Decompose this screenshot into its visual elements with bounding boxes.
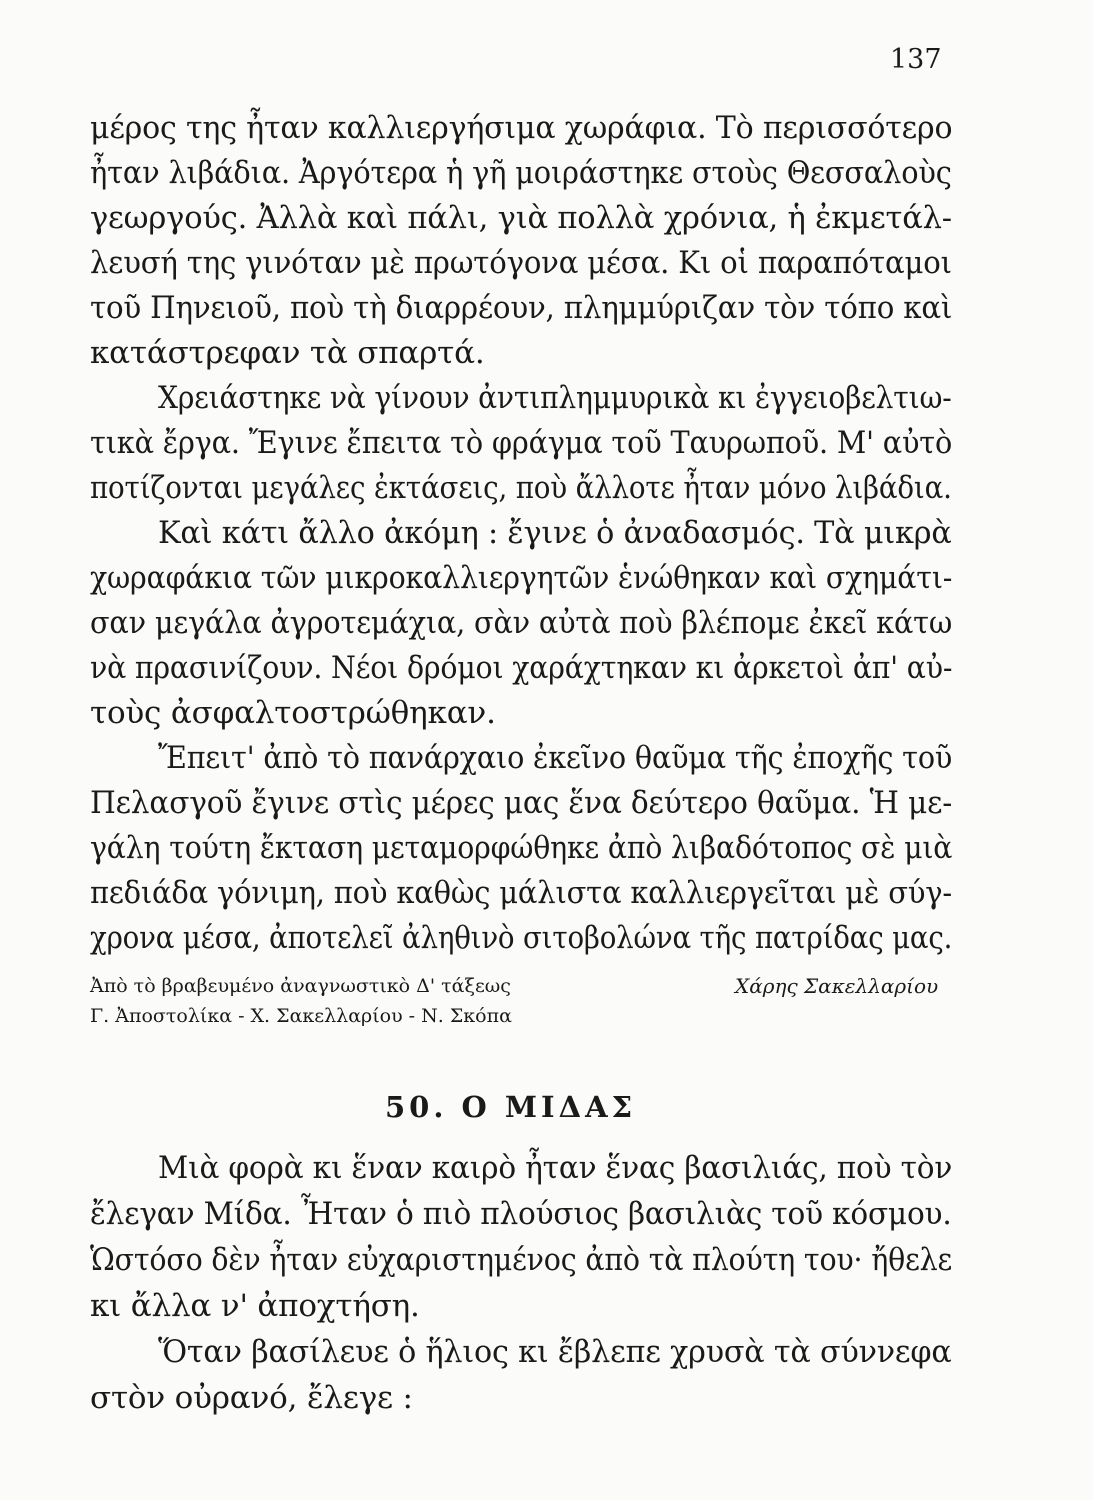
text-line: Ὡστόσο δὲν ἦταν εὐχαριστημένος ἀπὸ τὰ πλούτη του· ἤθελε [90, 1242, 953, 1278]
text-line: χρονα μέσα, ἀποτελεῖ ἀληθινὸ σιτοβολώνα τῆς πατρίδας μας. [90, 920, 953, 956]
text-line: κατάστρεφαν τὰ σπαρτά. [90, 335, 485, 371]
text-line: τοὺς ἀσφαλτοστρώθηκαν. [90, 695, 496, 731]
text-line: σαν μεγάλα ἀγροτεμάχια, σὰν αὐτὰ ποὺ βλέπομε ἐκεῖ κάτω [90, 605, 953, 641]
text-line: στὸν οὐρανό, ἔλεγε : [90, 1380, 413, 1416]
source-line: Γ. Ἀποστολίκα - Χ. Σακελλαρίου - Ν. Σκόπα [90, 1005, 512, 1027]
text-line: χωραφάκια τῶν μικροκαλλιεργητῶν ἑνώθηκαν καὶ σχημάτι- [90, 560, 953, 596]
text-line: νὰ πρασινίζουν. Νέοι δρόμοι χαράχτηκαν κι ἀρκετοὶ ἀπ' αὐ- [90, 650, 953, 686]
text-line: πεδιάδα γόνιμη, ποὺ καθὼς μάλιστα καλλιεργεῖται μὲ σύγ- [90, 875, 952, 911]
text-line: κι ἄλλα ν' ἀποχτήση. [90, 1288, 420, 1324]
text-line: ἦταν λιβάδια. Ἀργότερα ἡ γῆ μοιράστηκε στοὺς Θεσσαλοὺς [90, 155, 952, 191]
text-line: Μιὰ φορὰ κι ἕναν καιρὸ ἦταν ἕνας βασιλιάς, ποὺ τὸν [158, 1150, 953, 1186]
text-line: Χρειάστηκε νὰ γίνουν ἀντιπλημμυρικὰ κι ἐγγειοβελτιω- [158, 380, 952, 416]
text-line: γεωργούς. Ἀλλὰ καὶ πάλι, γιὰ πολλὰ χρόνια, ἡ ἐκμετάλ- [90, 200, 952, 236]
text-line: Ἔπειτ' ἀπὸ τὸ πανάρχαιο ἐκεῖνο θαῦμα τῆς ἐποχῆς τοῦ [158, 740, 953, 776]
text-line: μέρος της ἦταν καλλιεργήσιμα χωράφια. Τὸ περισσότερο [90, 110, 953, 146]
text-line: Πελασγοῦ ἔγινε στὶς μέρες μας ἕνα δεύτερο θαῦμα. Ἡ με- [90, 785, 953, 821]
text-line: τικὰ ἔργα. Ἔγινε ἔπειτα τὸ φράγμα τοῦ Ταυρωποῦ. Μ' αὐτὸ [90, 425, 953, 461]
text-line: τοῦ Πηνειοῦ, ποὺ τὴ διαρρέουν, πλημμύριζαν τὸν τόπο καὶ [90, 290, 953, 326]
text-line: Ὅταν βασίλευε ὁ ἥλιος κι ἔβλεπε χρυσὰ τὰ σύννεφα [158, 1334, 952, 1370]
source-line: Ἀπὸ τὸ βραβευμένο ἀναγνωστικὸ Δ' τάξεως [90, 975, 511, 997]
page-number: 137 [890, 44, 942, 75]
chapter-heading: 50. Ο ΜΙΔΑΣ [385, 1090, 637, 1124]
text-line: γάλη τούτη ἔκταση μεταμορφώθηκε ἀπὸ λιβαδότοπος σὲ μιὰ [90, 830, 953, 866]
text-line: Καὶ κάτι ἄλλο ἀκόμη : ἔγινε ὁ ἀναδασμός. Τὰ μικρὰ [158, 515, 952, 551]
text-line: λευσή της γινόταν μὲ πρωτόγονα μέσα. Κι οἱ παραπόταμοι [90, 245, 952, 281]
text-line: ἔλεγαν Μίδα. Ἦταν ὁ πιὸ πλούσιος βασιλιὰς τοῦ κόσμου. [90, 1196, 952, 1232]
author-name: Χάρης Σακελλαρίου [735, 974, 939, 998]
text-line: ποτίζονται μεγάλες ἐκτάσεις, ποὺ ἄλλοτε ἦταν μόνο λιβάδια. [90, 470, 952, 506]
